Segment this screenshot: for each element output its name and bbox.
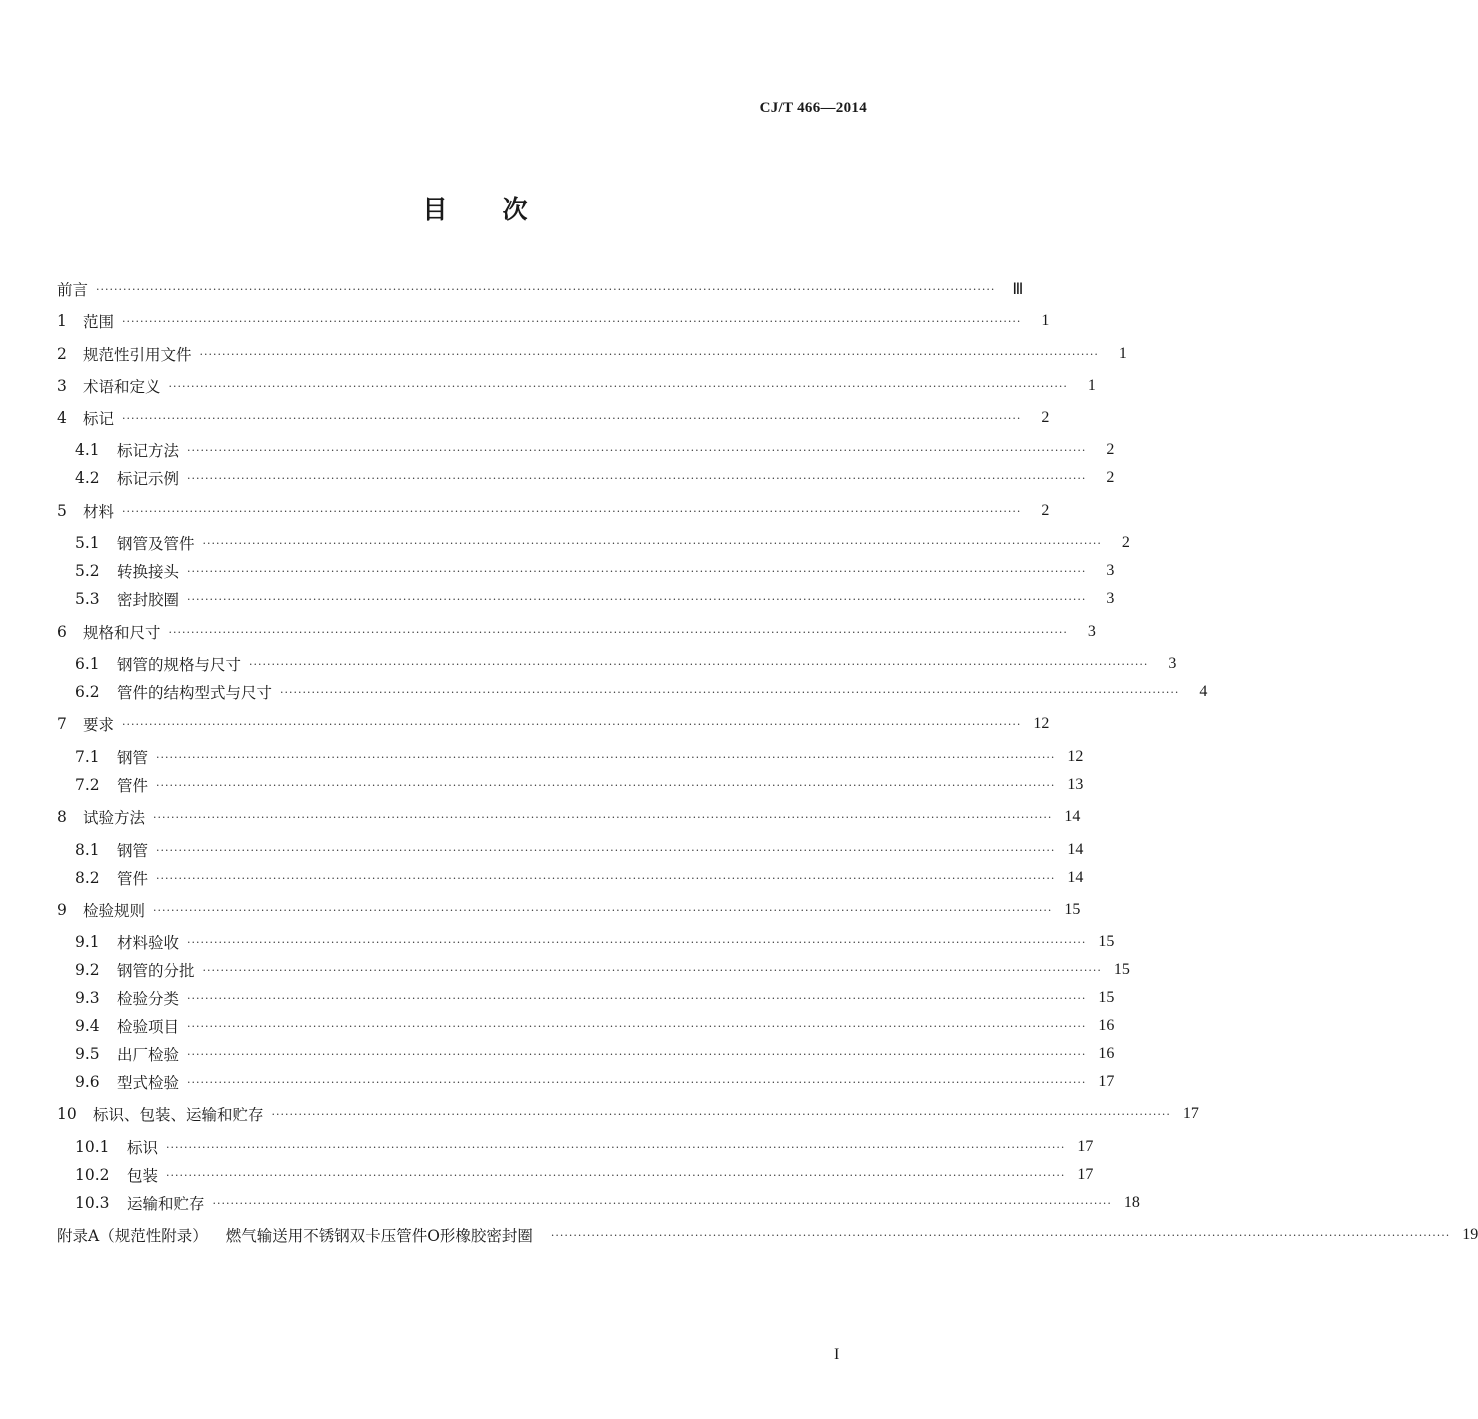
toc-entry-number: 4.1: [75, 441, 100, 459]
toc-entry-page: 3: [1106, 562, 1115, 579]
toc-entry-title: 标记: [83, 410, 115, 428]
dot-leader: ········································································································································································································: [166, 1140, 1066, 1154]
toc-entry[interactable]: [75, 959, 1130, 981]
toc-entry-page: 3: [1168, 655, 1177, 672]
toc-entry[interactable]: [75, 1071, 1115, 1093]
toc-entry-page: 15: [1098, 933, 1115, 950]
dot-leader: ········································································································································································································: [202, 963, 1102, 977]
dot-leader: ········································································································································································································: [249, 657, 1149, 671]
toc-entry-number: 7: [57, 715, 67, 733]
toc-entry-number: 9.6: [75, 1073, 100, 1091]
toc-entry-number: 6: [57, 623, 67, 641]
toc-entry-title: 钢管的分批: [117, 962, 195, 980]
dot-leader: ········································································································································································································: [187, 991, 1087, 1005]
toc-entry-page: 15: [1098, 989, 1115, 1006]
toc-entry-number: 10.1: [75, 1138, 110, 1156]
toc-entry-title: 规格和尺寸: [83, 624, 161, 642]
toc-entry-title: 标识: [127, 1139, 159, 1157]
toc-entry[interactable]: [75, 839, 1084, 861]
toc-entry-page: 3: [1106, 590, 1115, 607]
toc-entry-page: 2: [1041, 409, 1050, 426]
toc-entry-title: 术语和定义: [83, 378, 161, 396]
toc-entry-page: 13: [1067, 776, 1084, 793]
dot-leader: ········································································································································································································: [96, 282, 996, 296]
toc-entry-title: 检验分类: [117, 990, 180, 1008]
toc-entry[interactable]: [57, 310, 1050, 332]
toc-entry-number: 10.2: [75, 1166, 110, 1184]
toc-entry-number: 5.3: [75, 590, 100, 608]
dot-leader: ········································································································································································································: [122, 411, 1022, 425]
toc-entry-title: 试验方法: [83, 809, 146, 827]
toc-entry-page: 17: [1077, 1166, 1094, 1183]
toc-entry-page: 12: [1067, 748, 1084, 765]
dot-leader: ········································································································································································································: [187, 564, 1087, 578]
dot-leader: ········································································································································································································: [187, 471, 1087, 485]
toc-entry-number: 9: [57, 901, 67, 919]
toc-entry-number: 1: [57, 312, 67, 330]
dot-leader: ········································································································································································································: [122, 314, 1022, 328]
toc-entry[interactable]: [57, 500, 1050, 522]
toc-entry-number: 5.2: [75, 562, 100, 580]
toc-entry-title: 检验项目: [117, 1018, 180, 1036]
dot-leader: ········································································································································································································: [156, 778, 1056, 792]
dot-leader: ········································································································································································································: [187, 1075, 1087, 1089]
toc-entry-title: 标识、包装、运输和贮存: [93, 1106, 264, 1124]
toc-entry-page: 12: [1033, 715, 1050, 732]
toc-entry-number: 2: [57, 345, 67, 363]
toc-entry[interactable]: [57, 806, 1081, 828]
toc-entry-title: 标记示例: [117, 470, 180, 488]
dot-leader: ········································································································································································································: [550, 1228, 1451, 1242]
toc-entry-number: 9.1: [75, 933, 100, 951]
page-number: I: [834, 1346, 840, 1363]
dot-leader: ········································································································································································································: [187, 935, 1087, 949]
toc-entry-number: 7.1: [75, 748, 100, 766]
dot-leader: ········································································································································································································: [156, 843, 1056, 857]
toc-entry-title: 管件: [117, 870, 149, 888]
toc-entry-number: 4: [57, 409, 67, 427]
toc-entry[interactable]: [75, 681, 1208, 703]
toc-entry-number: 6.2: [75, 683, 100, 701]
dot-leader: ········································································································································································································: [187, 1047, 1087, 1061]
toc-entry[interactable]: [57, 278, 1024, 300]
toc-entry-number: 5.1: [75, 534, 100, 552]
dot-leader: ········································································································································································································: [280, 685, 1180, 699]
toc-entry-page: 14: [1067, 841, 1084, 858]
toc-entry-title: 材料: [83, 503, 115, 521]
dot-leader: ········································································································································································································: [153, 903, 1053, 917]
page-title: 目次: [422, 195, 583, 224]
toc-entry-title: 包装: [127, 1167, 159, 1185]
toc-entry[interactable]: [75, 439, 1115, 461]
toc-entry[interactable]: [75, 588, 1115, 610]
toc-entry-title: 管件: [117, 777, 149, 795]
toc-entry-number: 10: [57, 1105, 77, 1123]
toc-entry-number: 3: [57, 377, 67, 395]
toc-entry-title: 范围: [83, 313, 115, 331]
toc-entry[interactable]: [75, 467, 1115, 489]
toc-entry[interactable]: [57, 899, 1081, 921]
toc-entry-page: Ⅲ: [1012, 281, 1024, 298]
toc-entry-number: 附录A（规范性附录）: [57, 1227, 208, 1245]
toc-entry-page: 14: [1067, 869, 1084, 886]
toc-entry-page: 16: [1098, 1045, 1115, 1062]
toc-entry-title: 规范性引用文件: [83, 346, 192, 364]
toc-entry-title: 前言: [57, 281, 89, 299]
dot-leader: ········································································································································································································: [271, 1107, 1171, 1121]
toc-entry-title: 要求: [83, 716, 115, 734]
toc-entry[interactable]: [75, 746, 1084, 768]
toc-entry[interactable]: [75, 653, 1177, 675]
dot-leader: ········································································································································································································: [153, 810, 1053, 824]
toc-entry[interactable]: [75, 560, 1115, 582]
toc-entry-page: 18: [1123, 1194, 1140, 1211]
toc-entry-title: 钢管及管件: [117, 535, 195, 553]
toc-entry[interactable]: [75, 1192, 1140, 1214]
dot-leader: ········································································································································································································: [187, 592, 1087, 606]
toc-entry[interactable]: [75, 867, 1084, 889]
toc-entry[interactable]: [75, 1164, 1094, 1186]
toc-entry-page: 3: [1087, 623, 1096, 640]
toc-entry-page: 15: [1113, 961, 1130, 978]
toc-entry-number: 9.3: [75, 989, 100, 1007]
toc-entry-page: 17: [1182, 1105, 1199, 1122]
toc-entry[interactable]: [75, 931, 1115, 953]
dot-leader: ········································································································································································································: [187, 1019, 1087, 1033]
dot-leader: ········································································································································································································: [212, 1196, 1112, 1210]
toc-entry[interactable]: [75, 1043, 1115, 1065]
toc-entry-title: 转换接头: [117, 563, 180, 581]
toc-entry[interactable]: [57, 621, 1096, 643]
toc-entry-title: 钢管: [117, 842, 149, 860]
dot-leader: ········································································································································································································: [156, 871, 1056, 885]
toc-entry-number: 9.2: [75, 961, 100, 979]
toc-entry-page: 14: [1064, 808, 1081, 825]
toc-entry-number: 5: [57, 502, 67, 520]
toc-entry-page: 19: [1462, 1226, 1478, 1243]
toc-entry-page: 15: [1064, 901, 1081, 918]
dot-leader: ········································································································································································································: [187, 443, 1087, 457]
dot-leader: ········································································································································································································: [168, 379, 1068, 393]
toc-entry[interactable]: [57, 407, 1050, 429]
toc-entry-number: 8: [57, 808, 67, 826]
toc-entry[interactable]: [57, 1224, 1478, 1246]
toc-entry-number: 9.4: [75, 1017, 100, 1035]
toc-entry-page: 2: [1106, 469, 1115, 486]
toc-entry-number: 6.1: [75, 655, 100, 673]
toc-entry-page: 16: [1098, 1017, 1115, 1034]
toc-entry-page: 2: [1121, 534, 1130, 551]
toc-entry-number: 8.1: [75, 841, 100, 859]
toc-entry-title: 出厂检验: [117, 1046, 180, 1064]
dot-leader: ········································································································································································································: [122, 504, 1022, 518]
toc-entry-title: 钢管的规格与尺寸: [117, 656, 242, 674]
toc-entry-title: 管件的结构型式与尺寸: [117, 684, 273, 702]
toc-entry-number: 4.2: [75, 469, 100, 487]
toc-entry-title: 燃气输送用不锈钢双卡压管件O形橡胶密封圈: [225, 1227, 533, 1245]
dot-leader: ········································································································································································································: [156, 750, 1056, 764]
toc-entry-number: 10.3: [75, 1194, 110, 1212]
standard-code: CJ/T 466—2014: [759, 100, 867, 116]
toc-entry[interactable]: [57, 375, 1096, 397]
toc-entry[interactable]: [75, 774, 1084, 796]
toc-entry-title: 材料验收: [117, 934, 180, 952]
toc-entry-title: 型式检验: [117, 1074, 180, 1092]
dot-leader: ········································································································································································································: [202, 536, 1102, 550]
toc-entry-page: 4: [1199, 683, 1208, 700]
toc-entry-page: 1: [1118, 345, 1127, 362]
dot-leader: ········································································································································································································: [122, 717, 1022, 731]
toc-entry-page: 17: [1098, 1073, 1115, 1090]
toc-entry-page: 2: [1041, 502, 1050, 519]
dot-leader: ········································································································································································································: [166, 1168, 1066, 1182]
toc-entry[interactable]: [75, 532, 1130, 554]
toc-entry-title: 标记方法: [117, 442, 180, 460]
toc-entry[interactable]: [57, 1103, 1199, 1125]
toc-entry-page: 17: [1077, 1138, 1094, 1155]
toc-entry-page: 1: [1087, 377, 1096, 394]
toc-entry-number: 7.2: [75, 776, 100, 794]
toc-entry-title: 运输和贮存: [127, 1195, 205, 1213]
toc-entry[interactable]: [75, 1015, 1115, 1037]
toc-entry-page: 2: [1106, 441, 1115, 458]
toc-entry-title: 检验规则: [83, 902, 146, 920]
toc-entry-title: 钢管: [117, 749, 149, 767]
toc-entry-title: 密封胶圈: [117, 591, 180, 609]
toc-entry-number: 8.2: [75, 869, 100, 887]
toc-entry-page: 1: [1041, 312, 1050, 329]
toc-entry[interactable]: [75, 987, 1115, 1009]
dot-leader: ········································································································································································································: [168, 625, 1068, 639]
toc-entry[interactable]: [57, 713, 1050, 735]
dot-leader: ········································································································································································································: [199, 347, 1099, 361]
toc-entry[interactable]: [75, 1136, 1094, 1158]
toc-entry[interactable]: [57, 343, 1127, 365]
toc-entry-number: 9.5: [75, 1045, 100, 1063]
